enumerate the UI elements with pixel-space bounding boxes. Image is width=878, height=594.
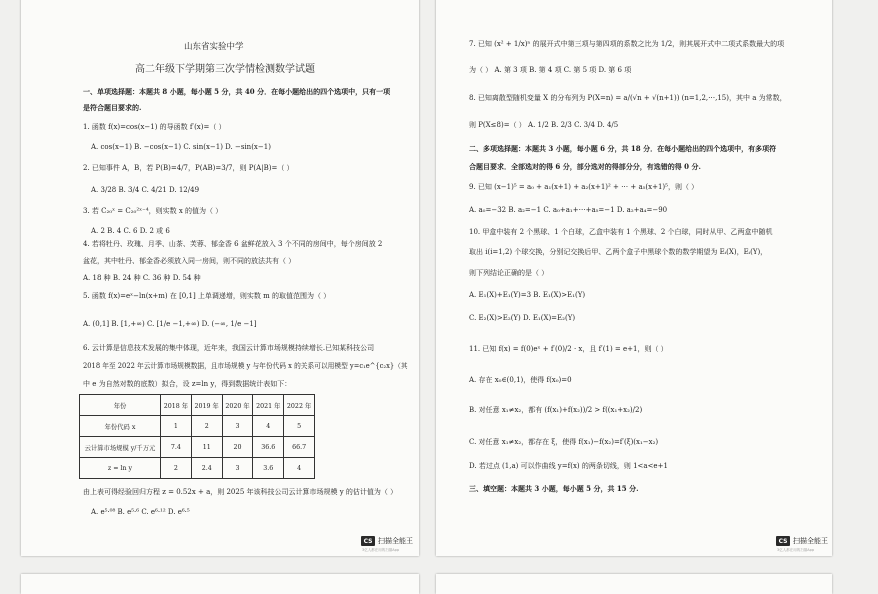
table-cell: 3	[222, 458, 253, 479]
question-6-options: A. e⁵·⁰⁸ B. e⁵·⁶ C. e⁶·¹² D. e⁶·⁵	[91, 508, 190, 516]
table-cell: 36.6	[253, 437, 284, 458]
question-9-options: A. a₀=−32 B. a₂=−1 C. a₀+a₁+⋯+a₅=−1 D. a₂+a₄=−90	[469, 206, 668, 214]
table-header-cell: 2020 年	[222, 395, 253, 416]
school-name: 山东省实验中学	[184, 42, 244, 52]
table-cell: 4	[253, 416, 284, 437]
table-header-cell: 2019 年	[191, 395, 222, 416]
table-cell: 3.6	[253, 458, 284, 479]
question-4-cont: 盆花，其中牡丹、郁金香必须放入同一房间，则不同的放法共有（ ）	[83, 257, 296, 265]
table-header-cell: 2021 年	[253, 395, 284, 416]
section-3-heading: 三、填空题：本题共 3 小题，每小题 5 分，共 15 分.	[469, 484, 639, 493]
scanner-logo-subtitle: 3亿人都在用的扫描App	[777, 548, 815, 552]
table-cell: 66.7	[284, 437, 315, 458]
table-cell: 2	[191, 416, 222, 437]
exam-title: 高二年级下学期第三次学情检测数学试题	[135, 64, 315, 75]
table-cell: 1	[161, 416, 192, 437]
question-5: 5. 函数 f(x)=eˣ−ln(x+m) 在 [0,1] 上单调递增，则实数 m 的取值范围为（ ）	[83, 292, 331, 300]
question-11: 11. 已知 f(x) = f(0)eˣ + f′(0)/2 · x，且 f′(1) = e+1，则（ ）	[469, 345, 668, 353]
section-2-heading: 二、多项选择题：本题共 3 小题，每小题 6 分，共 18 分．在每小题给出的四个选项中，有多项符	[469, 144, 777, 153]
table-cell: 2.4	[191, 458, 222, 479]
question-5-options: A. (0,1] B. [1,+∞) C. [1/e −1,+∞) D. (−∞, 1/e −1]	[83, 320, 257, 328]
question-1: 1. 函数 f(x)=cos(x−1) 的导函数 f′(x)=（ ）	[83, 123, 226, 131]
scanner-logo-subtitle: 3亿人都在用的扫描App	[362, 548, 400, 552]
table-cell: 年份代码 x	[80, 416, 161, 437]
table-cell: z = ln y	[80, 458, 161, 479]
table-header-cell: 2022 年	[284, 395, 315, 416]
question-9: 9. 已知 (x−1)⁵ = a₀ + a₁(x+1) + a₂(x+1)² + ⋯ + a₅(x+1)⁵，则（ ）	[469, 183, 699, 191]
table-cell: 4	[284, 458, 315, 479]
question-3-options: A. 2 B. 4 C. 6 D. 2 或 6	[91, 227, 170, 235]
question-8: 8. 已知离散型随机变量 X 的分布列为 P(X=n) = a/(√n + √(n+1)) (n=1,2,⋯,15)，其中 a 为常数，	[469, 94, 787, 102]
question-1-options: A. cos(x−1) B. −cos(x−1) C. sin(x−1) D. −sin(x−1)	[91, 143, 271, 151]
question-11-option-b: B. 对任意 x₁≠x₂，都有 (f(x₁)+f(x₂))/2 > f((x₁+x₂)/2)	[469, 406, 643, 414]
question-6-cont: 2018 年至 2022 年云计算市场规模数据，且市场规模 y 与年份代码 x 的关系可以用模型 y=c₁e^{c₂x}（其	[83, 362, 408, 370]
table-header-cell: 2018 年	[161, 395, 192, 416]
table-row	[80, 416, 315, 437]
question-6-cont2: 中 e 为自然对数的底数）拟合，设 z=ln y，得到数据统计表如下：	[83, 380, 292, 388]
question-2: 2. 已知事件 A，B，若 P(B)=4/7，P(AB)=3/7，则 P(A|B)=（ ）	[83, 164, 294, 172]
page-1	[21, 0, 419, 556]
question-3: 3. 若 C₂₀ˣ = C₂₀²ˣ⁻⁴，则实数 x 的值为（ ）	[83, 207, 223, 215]
question-10-options-cd: C. E₂(X)>E₂(Y) D. E₁(X)=E₂(Y)	[469, 314, 576, 322]
scanner-logo-icon: CS	[776, 536, 790, 546]
table-header-row	[80, 395, 315, 416]
question-8-options: 则 P(X≤8)=（ ） A. 1/2 B. 2/3 C. 3/4 D. 4/5	[469, 121, 619, 129]
table-cell: 2	[161, 458, 192, 479]
table-cell: 11	[191, 437, 222, 458]
scanner-logo-name: 扫描全能王	[378, 537, 413, 545]
question-10-options-ab: A. E₁(X)+E₁(Y)=3 B. E₁(X)>E₁(Y)	[469, 291, 586, 299]
scanner-logo	[361, 536, 413, 546]
table-cell: 3	[222, 416, 253, 437]
question-10-cont2: 则下列结论正确的是（ ）	[469, 269, 549, 277]
table-cell: 7.4	[161, 437, 192, 458]
question-4-options: A. 18 种 B. 24 种 C. 36 种 D. 54 种	[83, 274, 201, 282]
page-2	[436, 0, 832, 556]
section-1-heading-cont: 是符合题目要求的.	[83, 103, 142, 112]
question-7-options: 为（ ） A. 第 3 项 B. 第 4 项 C. 第 5 项 D. 第 6 项	[469, 66, 632, 74]
page-3-partial	[21, 574, 419, 594]
question-11-option-a: A. 存在 x₀∈(0,1)，使得 f(x₀)=0	[469, 376, 572, 384]
question-6-regression: 由上表可得经验回归方程 z = 0.52x + a，则 2025 年该科技公司云计算市场规模 y 的估计值为（ ）	[83, 488, 398, 496]
question-11-option-c: C. 对任意 x₁≠x₂，都存在 ξ，使得 f(x₁)−f(x₂)=f′(ξ)(x₁−x₂)	[469, 438, 659, 446]
question-4: 4. 若将牡丹、玫瑰、月季、山茶、芙蓉、郁金香 6 盆鲜花放入 3 个不同的房间中，每个房间放 2	[83, 240, 383, 248]
data-table	[79, 394, 315, 479]
section-1-heading: 一、单项选择题：本题共 8 小题，每小题 5 分，共 40 分．在每小题给出的四个选项中，只有一项	[83, 87, 391, 96]
question-7: 7. 已知 (x² + 1/x)ⁿ 的展开式中第三项与第四项的系数之比为 1/2，则其展开式中二项式系数最大的项	[469, 40, 785, 48]
page-4-partial	[436, 574, 832, 594]
table-header-cell: 年份	[80, 395, 161, 416]
scanner-logo-name: 扫描全能王	[793, 537, 828, 545]
section-2-heading-cont: 合题目要求．全部选对的得 6 分，部分选对的得部分分，有选错的得 0 分.	[469, 162, 701, 171]
question-2-options: A. 3/28 B. 3/4 C. 4/21 D. 12/49	[91, 186, 200, 194]
table-cell: 云计算市场规模 y/千万元	[80, 437, 161, 458]
scanner-logo	[776, 536, 828, 546]
table-row	[80, 437, 315, 458]
question-10-cont: 取出 i(i=1,2) 个球交换，分别记交换后甲、乙两个盒子中黑球个数的数学期望为 Eᵢ(X)，Eᵢ(Y)，	[469, 248, 768, 256]
table-cell: 20	[222, 437, 253, 458]
question-6: 6. 云计算是信息技术发展的集中体现，近年来，我国云计算市场规模持续增长.已知某科技公司	[83, 344, 375, 352]
scanner-logo-icon: CS	[361, 536, 375, 546]
table-cell: 5	[284, 416, 315, 437]
question-11-option-d: D. 若过点 (1,a) 可以作曲线 y=f(x) 的两条切线，则 1<a<e+1	[469, 462, 668, 470]
question-10: 10. 甲盒中装有 2 个黑球、1 个白球，乙盒中装有 1 个黑球、2 个白球，同时从甲、乙两盒中随机	[469, 228, 773, 236]
table-row	[80, 458, 315, 479]
